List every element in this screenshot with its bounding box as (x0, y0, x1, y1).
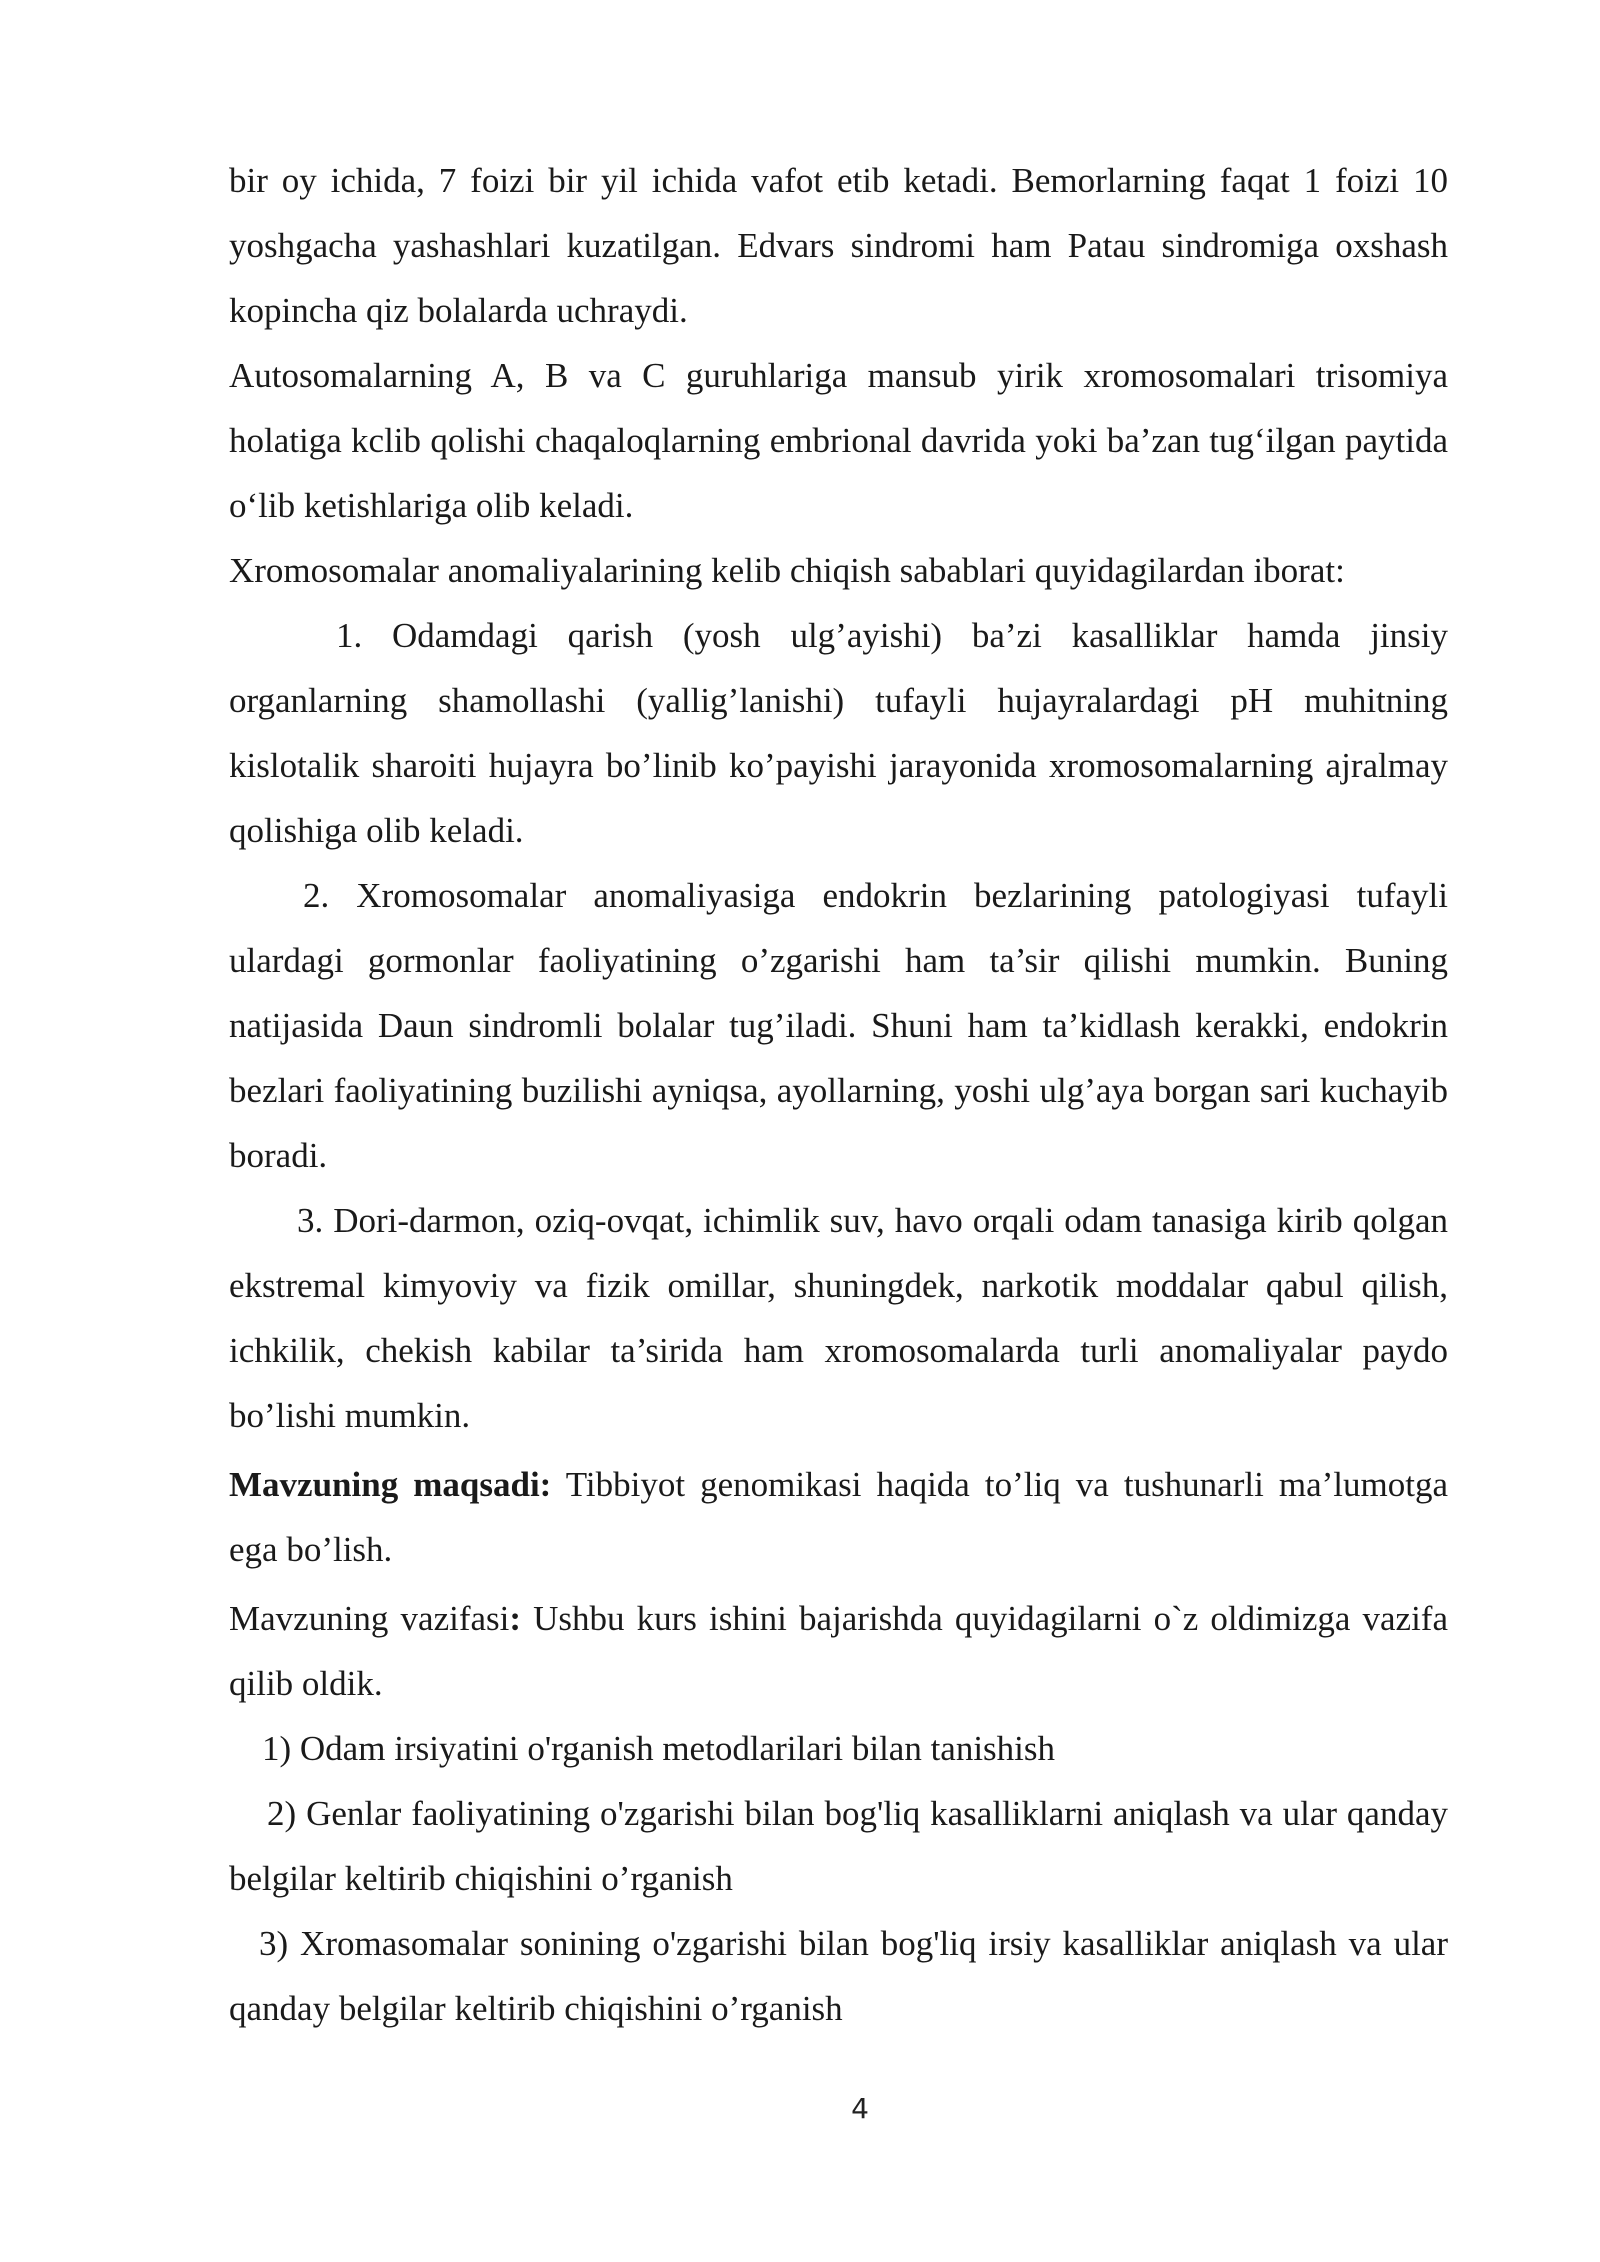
goal-text: Tibbiyot genomikasi haqida to’liq va tushunarli ma’lumotga ega bo’lish. (229, 1465, 1448, 1569)
paragraph-goal (229, 1452, 1448, 1582)
list-item-task-3: 3) Xromasomalar sonining o'zgarishi bilan bog'liq irsiy kasalliklar aniqlash va ular qanday belgilar keltirib chiqishini o’rganish (229, 1924, 1448, 2028)
paragraph-intro: bir oy ichida, 7 foizi bir yil ichida vafot etib ketadi. Bemorlarning faqat 1 foizi 10 yoshgacha yashashlari kuzatilgan. Edvars sindromi ham Patau sindromiga oxshash kopincha qiz bolalarda uchraydi. (229, 161, 1448, 330)
goal-label: Mavzuning maqsadi: (229, 1465, 552, 1504)
task-colon: : (509, 1599, 522, 1638)
paragraph-causes-heading: Xromosomalar anomaliyalarining kelib chiqish sabablari quyidagilardan iborat: (229, 551, 1345, 590)
list-item-task-2: 2) Genlar faoliyatining o'zgarishi bilan bog'liq kasalliklarni aniqlash va ular qanday belgilar keltirib chiqishini o’rganish (229, 1794, 1448, 1898)
paragraph-task (229, 1586, 1448, 1716)
task-text: Ushbu kurs ishini bajarishda quyidagilarni o`z oldimizga vazifa qilib oldik. (229, 1599, 1448, 1703)
body-text (229, 148, 1448, 2041)
list-item-task-1: 1) Odam irsiyatini o'rganish metodlarilari bilan tanishish (262, 1729, 1056, 1768)
task-label: Mavzuning vazifasi (229, 1599, 510, 1638)
paragraph-autosomes: Autosomalarning A, B va C guruhlariga mansub yirik xromosomalari trisomiya holatiga kclib qolishi chaqaloqlarning embrional davrida yoki ba’zan tug‘ilgan paytida o‘lib ketishlariga olib keladi. (229, 356, 1448, 525)
list-item-cause-3: 3. Dori-darmon, oziq-ovqat, ichimlik suv, havo orqali odam tanasiga kirib qolgan ekstremal kimyoviy va fizik omillar, shuningdek, narkotik moddalar qabul qilish, ichkilik, chekish kabilar ta’sirida ham xromosomalarda turli anomaliyalar paydo bo’lishi mumkin. (229, 1201, 1448, 1435)
page-number: 4 (851, 2092, 869, 2125)
list-item-cause-2: 2. Xromosomalar anomaliyasiga endokrin bezlarining patologiyasi tufayli ulardagi gormonlar faoliyatining o’zgarishi ham ta’sir qilishi mumkin. Buning natijasida Daun sindromli bolalar tug’iladi. Shuni ham ta’kidlash kerakki, endokrin bezlari faoliyatining buzilishi ayniqsa, ayollarning, yoshi ulg’aya borgan sari kuchayib boradi. (229, 876, 1448, 1175)
list-item-cause-1: 1. Odamdagi qarish (yosh ulg’ayishi) ba’zi kasalliklar hamda jinsiy organlarning shamollashi (yallig’lanishi) tufayli hujayralardagi pH muhitning kislotalik sharoiti hujayra bo’linib ko’payishi jarayonida xromosomalarning ajralmay qolishiga olib keladi. (229, 616, 1448, 850)
